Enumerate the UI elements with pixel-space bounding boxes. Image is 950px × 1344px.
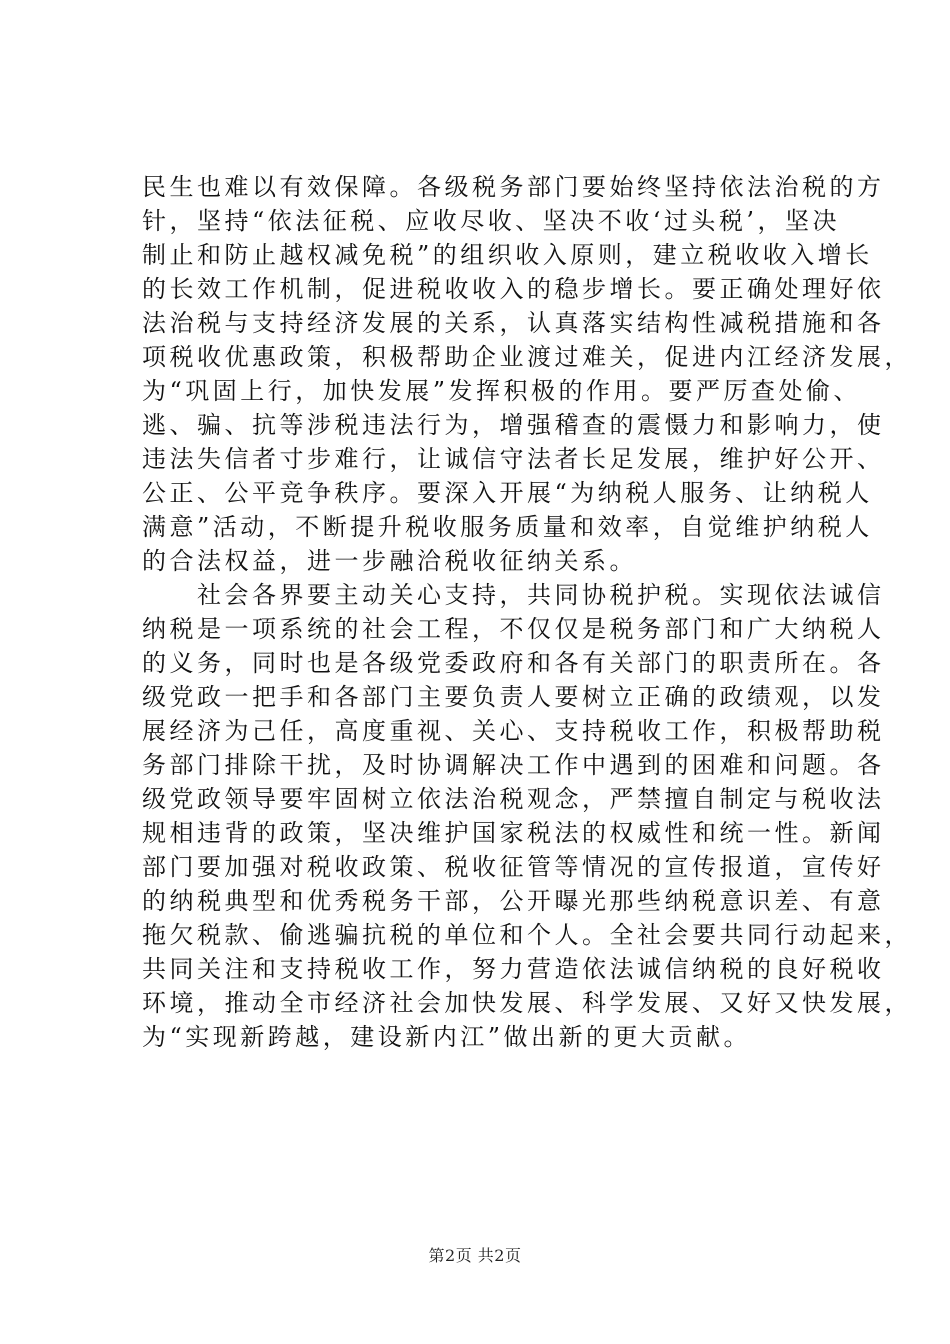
text-line: 的合法权益，进一步融洽税收征纳关系。 bbox=[142, 547, 637, 575]
text-line: 环境，推动全市经济社会加快发展、科学发展、又好又快发展， bbox=[142, 989, 912, 1017]
text-line: 务部门排除干扰，及时协调解决工作中遇到的困难和问题。各 bbox=[142, 751, 885, 779]
text-line: 法治税与支持经济发展的关系，认真落实结构性减税措施和各 bbox=[142, 309, 885, 337]
text-line: 的长效工作机制，促进税收收入的稳步增长。要正确处理好依 bbox=[142, 275, 885, 303]
text-line: 公正、公平竞争秩序。要深入开展“为纳税人服务、让纳税人 bbox=[142, 479, 873, 507]
text-line: 级党政一把手和各部门主要负责人要树立正确的政绩观，以发 bbox=[142, 683, 885, 711]
text-line: 级党政领导要牢固树立依法治税观念，严禁擅自制定与税收法 bbox=[142, 785, 885, 813]
text-line: 的纳税典型和优秀税务干部，公开曝光那些纳税意识差、有意 bbox=[142, 887, 885, 915]
text-line: 拖欠税款、偷逃骗抗税的单位和个人。全社会要共同行动起来， bbox=[142, 921, 912, 949]
text-line: 针，坚持“依法征税、应收尽收、坚决不收‘过头税’，坚决 bbox=[142, 207, 841, 235]
text-line: 为“巩固上行，加快发展”发挥积极的作用。要严厉查处偷、 bbox=[142, 377, 862, 405]
text-line: 满意”活动，不断提升税收服务质量和效率，自觉维护纳税人 bbox=[142, 513, 873, 541]
text-line: 为“实现新跨越，建设新内江”做出新的更大贡献。 bbox=[142, 1023, 752, 1051]
text-line: 项税收优惠政策，积极帮助企业渡过难关，促进内江经济发展， bbox=[142, 343, 912, 371]
text-line: 展经济为己任，高度重视、关心、支持税收工作，积极帮助税 bbox=[142, 717, 885, 745]
text-line: 逃、骗、抗等涉税违法行为，增强稽查的震慑力和影响力，使 bbox=[142, 411, 885, 439]
text-line: 共同关注和支持税收工作，努力营造依法诚信纳税的良好税收 bbox=[142, 955, 885, 983]
text-line: 规相违背的政策，坚决维护国家税法的权威性和统一性。新闻 bbox=[142, 819, 885, 847]
body-text bbox=[142, 170, 912, 1054]
text-line: 违法失信者寸步难行，让诚信守法者长足发展，维护好公开、 bbox=[142, 445, 885, 473]
text-line: 纳税是一项系统的社会工程，不仅仅是税务部门和广大纳税人 bbox=[142, 615, 885, 643]
text-line: 民生也难以有效保障。各级税务部门要始终坚持依法治税的方 bbox=[142, 173, 885, 201]
text-line: 制止和防止越权减免税”的组织收入原则，建立税收收入增长 bbox=[142, 241, 873, 269]
text-line: 部门要加强对税收政策、税收征管等情况的宣传报道，宣传好 bbox=[142, 853, 885, 881]
text-line: 社会各界要主动关心支持，共同协税护税。实现依法诚信 bbox=[142, 581, 885, 609]
page-number-footer: 第2页 共2页 bbox=[428, 1246, 522, 1265]
text-line: 的义务，同时也是各级党委政府和各有关部门的职责所在。各 bbox=[142, 649, 885, 677]
